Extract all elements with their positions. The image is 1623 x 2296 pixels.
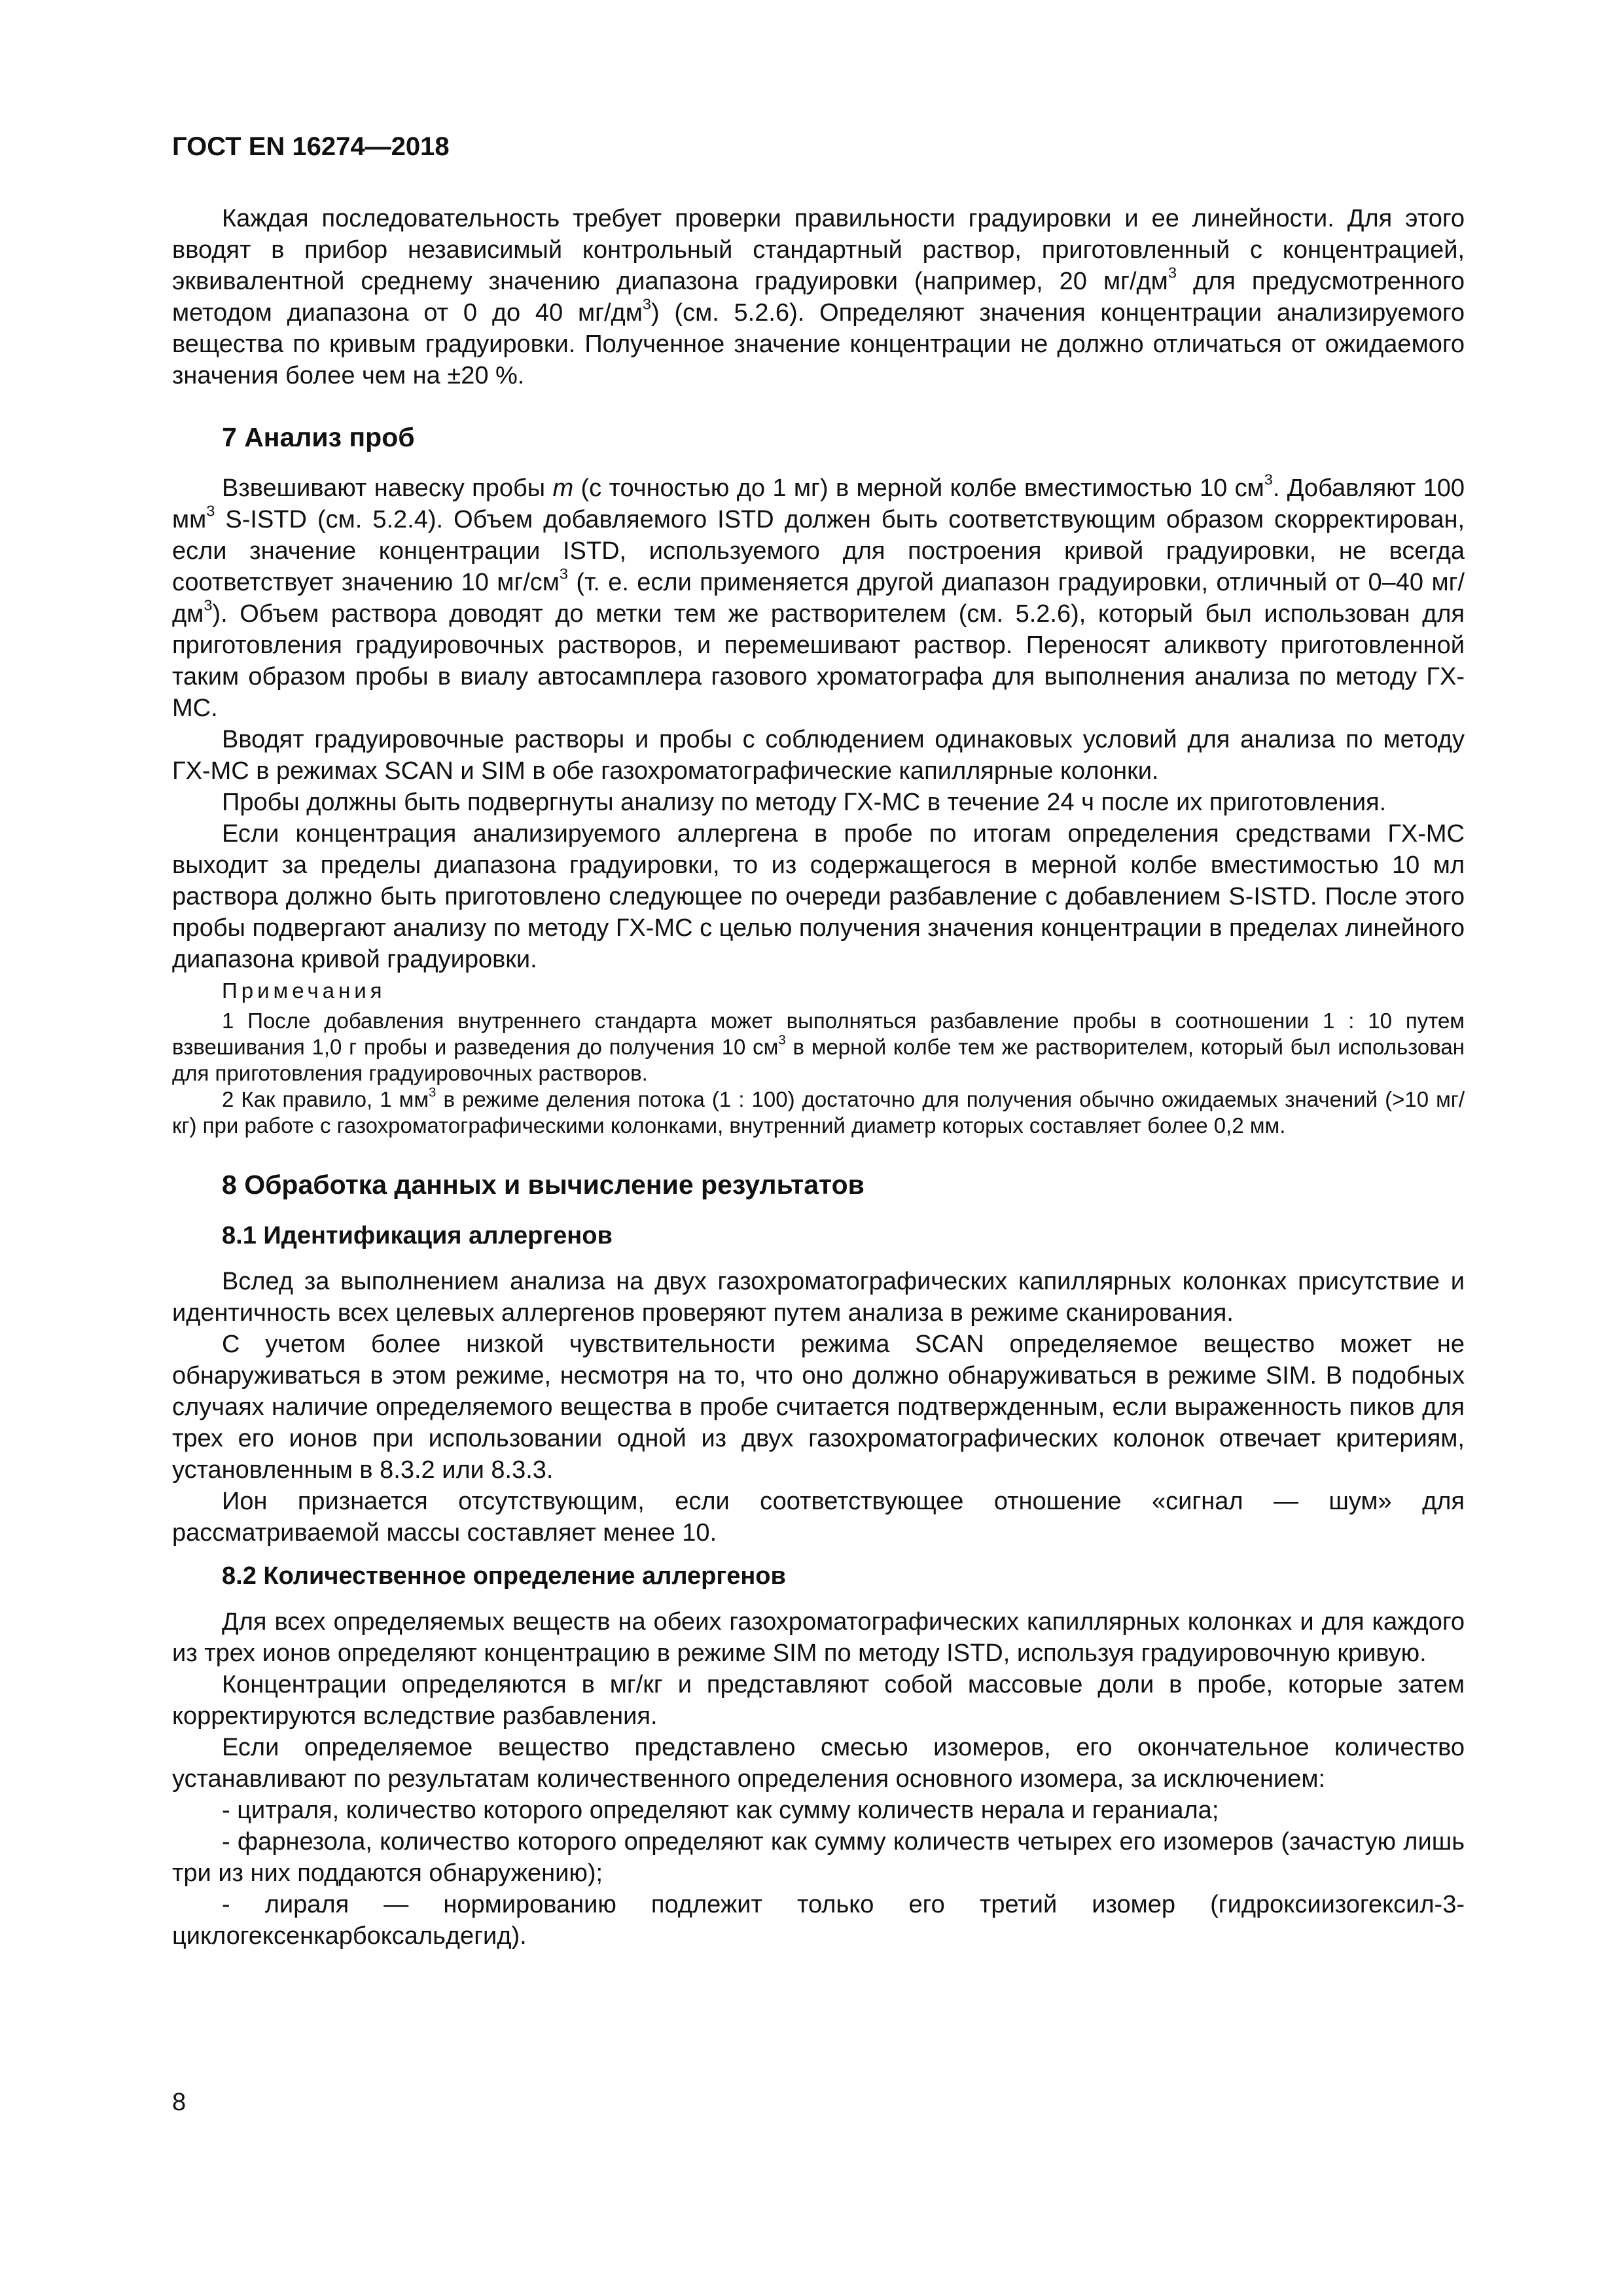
- subsection-8-1-heading: 8.1 Идентификация аллергенов: [222, 1222, 613, 1249]
- subsection-8-2-heading: 8.2 Количественное определение аллергенов: [222, 1562, 786, 1590]
- section-7-paragraph-2: Вводят градуировочные растворы и пробы с соблюдением одинаковых условий для анализа по методу ГХ-МС в режимах SCAN и SIM в обе газохроматографические капиллярные колонки.: [172, 726, 1465, 785]
- section-7-paragraph-3: Пробы должны быть подвергнуты анализу по методу ГХ-МС в течение 24 ч после их приготовления.: [222, 789, 1387, 816]
- section-7-paragraph-1: Взвешивают навеску пробы m (с точностью до 1 мг) в мерной колбе вместимостью 10 $см^3$. Добавляют 100 $мм^3$ S-ISTD (см. 5.2.4). Объем добавляемого ISTD должен быть соответствующим образом скорректирован, если значение концентрации ISTD, используемого для построения кривой градуировки, не всегда соответствует значению 10 $мг/см^3$ (т. е. если применяется другой диапазон градуировки, отличный от 0–40 $мг/дм^3$). Объем раствора доводят до метки тем же растворителем (см. 5.2.6), который был использован для приготовления градуировочных растворов, и перемешивают раствор. Переносят аликвоту приготовленной таким образом пробы в виалу автосамплера газового хроматографа для выполнения анализа по методу ГХ-МС.: [172, 471, 1465, 722]
- note-1: 1 После добавления внутреннего стандарта может выполняться разбавление пробы в соотношении 1 : 10 путем взвешивания 1,0 г пробы и разведения до получения 10 $см^3$ в мерной колбе тем же растворителем, который был использован для приготовления градуировочных растворов.: [172, 1009, 1465, 1085]
- notes-label: Примечания: [222, 978, 386, 1003]
- section-7-heading: 7 Анализ проб: [222, 422, 415, 452]
- list-item-citral: - цитраля, количество которого определяют как сумму количеств нерала и гераниала;: [222, 1797, 1219, 1824]
- subsection-8-2-paragraph-3: Если определяемое вещество представлено смесью изомеров, его окончательное количество устанавливают по результатам количественного определения основного изомера, за исключением:: [172, 1734, 1465, 1793]
- note-2: 2 Как правило, 1 $мм^3$ в режиме деления потока (1 : 100) достаточно для получения обычно ожидаемых значений (>10 мг/кг) при работе с газохроматографическими колонками, внутренний диаметр которых составляет более 0,2 мм.: [172, 1085, 1465, 1138]
- list-item-lyral: - лираля — нормированию подлежит только его третий изомер (гидроксиизогексил-3-циклогексенкарбоксальдегид).: [172, 1891, 1465, 1950]
- subsection-8-2-paragraph-1: Для всех определяемых веществ на обеих газохроматографических капиллярных колонках и для каждого из трех ионов определяют концентрацию в режиме SIM по методу ISTD, используя градуировочную кривую.: [172, 1608, 1465, 1667]
- list-item-farnesol: - фарнезола, количество которого определяют как сумму количеств четырех его изомеров (зачастую лишь три из них поддаются обнаружению);: [172, 1828, 1465, 1887]
- running-header: ГОСТ EN 16274—2018: [172, 132, 450, 161]
- intro-paragraph: Каждая последовательность требует проверки правильности градуировки и ее линейности. Для этого вводят в прибор независимый контрольный стандартный раствор, приготовленный с концентрацией, эквивалентной среднему значению диапазона градуировки (например, 20 $мг/дм^3$ для предусмотренного методом диапазона от 0 до 40 $мг/дм^3$) (см. 5.2.6). Определяют значения концентрации анализируемого вещества по кривым градуировки. Полученное значение концентрации не должно отличаться от ожидаемого значения более чем на ±20 %.: [172, 205, 1465, 389]
- section-7-paragraph-4: Если концентрация анализируемого аллергена в пробе по итогам определения средствами ГХ-МС выходит за пределы диапазона градуировки, то из содержащегося в мерной колбе вместимостью 10 мл раствора должно быть приготовлено следующее по очереди разбавление с добавлением S-ISTD. После этого пробы подвергают анализу по методу ГХ-МС с целью получения значения концентрации в пределах линейного диапазона кривой градуировки.: [172, 820, 1465, 973]
- page-number: 8: [172, 2089, 187, 2116]
- section-8-heading: 8 Обработка данных и вычисление результатов: [222, 1170, 865, 1200]
- subsection-8-1-paragraph-3: Ион признается отсутствующим, если соответствующее отношение «сигнал — шум» для рассматриваемой массы составляет менее 10.: [172, 1488, 1465, 1547]
- subsection-8-2-paragraph-2: Концентрации определяются в мг/кг и представляют собой массовые доли в пробе, которые затем корректируются вследствие разбавления.: [172, 1671, 1465, 1730]
- subsection-8-1-paragraph-1: Вслед за выполнением анализа на двух газохроматографических капиллярных колонках присутствие и идентичность всех целевых аллергенов проверяют путем анализа в режиме сканирования.: [172, 1268, 1465, 1327]
- document-page: [172, 131, 1465, 1952]
- subsection-8-1-paragraph-2: С учетом более низкой чувствительности режима SCAN определяемое вещество может не обнаруживаться в этом режиме, несмотря на то, что оно должно обнаруживаться в режиме SIM. В подобных случаях наличие определяемого вещества в пробе считается подтвержденным, если выраженность пиков для трех его ионов при использовании одной из двух газохроматографических колонок отвечает критериям, установленным в 8.3.2 или 8.3.3.: [172, 1331, 1465, 1484]
